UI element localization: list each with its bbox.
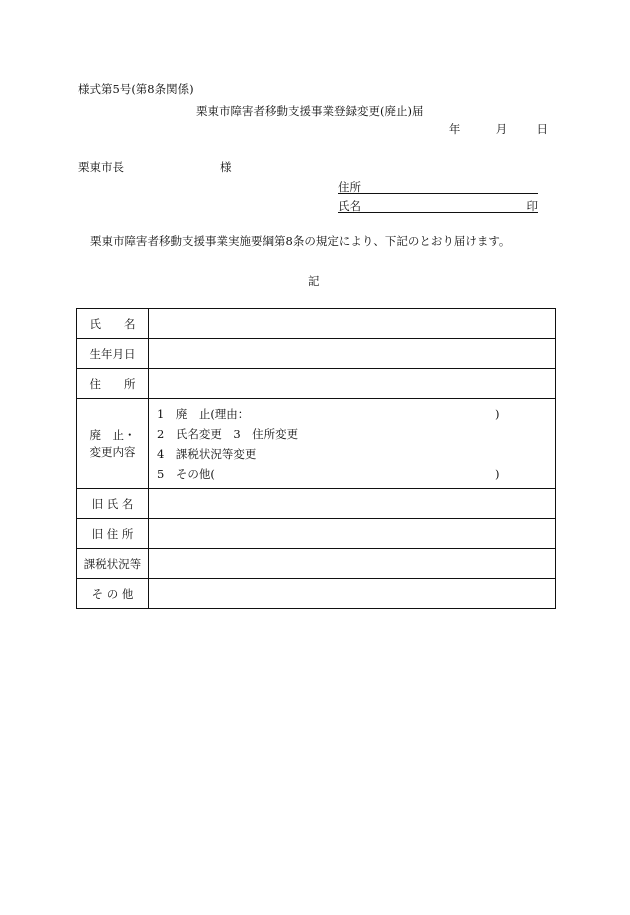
option-tax-change[interactable]: 4 課税状況等変更 — [157, 446, 257, 461]
option-abolish-close: ) — [495, 406, 500, 421]
date-day: 日 — [536, 122, 548, 136]
option-name-address-change[interactable]: 2 氏名変更 3 住所変更 — [157, 426, 299, 441]
date-month: 月 — [495, 122, 508, 136]
addressee-honorific: 様 — [220, 160, 232, 174]
form-number: 様式第5号(第8条関係) — [78, 82, 194, 96]
document-title: 栗東市障害者移動支援事業登録変更(廃止)届 — [196, 104, 424, 118]
other-label: そ の 他 — [77, 579, 149, 609]
old-address-label: 旧 住 所 — [77, 519, 149, 549]
birthdate-label: 生年月日 — [77, 339, 149, 369]
tax-status-field[interactable] — [149, 549, 556, 579]
applicant-address-line[interactable] — [338, 179, 538, 194]
address-field[interactable] — [149, 369, 556, 399]
table-row-tax-status — [77, 549, 556, 579]
addressee — [78, 162, 238, 174]
option-other-label: 5 その他( — [157, 466, 215, 481]
change-label — [77, 399, 149, 489]
change-label-line1: 廃 止・ — [89, 427, 136, 442]
old-address-field[interactable] — [149, 519, 556, 549]
old-name-label: 旧 氏 名 — [77, 489, 149, 519]
other-field[interactable] — [149, 579, 556, 609]
body-text: 栗東市障害者移動支援事業実施要綱第8条の規定により、下記のとおり届けます。 — [90, 234, 511, 248]
address-label: 住 所 — [77, 369, 149, 399]
ki-heading: 記 — [308, 274, 320, 288]
tax-status-label: 課税状況等 — [77, 549, 149, 579]
table-row-other — [77, 579, 556, 609]
option-abolish-label: 1 廃 止(理由： — [157, 406, 250, 421]
change-options[interactable] — [149, 399, 556, 489]
applicant-name-line[interactable] — [338, 198, 538, 213]
applicant-name-label: 氏名 — [338, 199, 361, 213]
change-label-line2: 変更内容 — [89, 444, 136, 459]
name-field[interactable] — [149, 309, 556, 339]
table-row-change — [77, 399, 556, 489]
option-abolish[interactable] — [149, 404, 555, 424]
table-row-name — [77, 309, 556, 339]
seal-mark: 印 — [526, 199, 538, 213]
addressee-name: 栗東市長 — [78, 160, 124, 174]
table-row-old-address — [77, 519, 556, 549]
birthdate-field[interactable] — [149, 339, 556, 369]
option-other-close: ) — [495, 466, 500, 481]
table-row-birthdate — [77, 339, 556, 369]
old-name-field[interactable] — [149, 489, 556, 519]
option-other[interactable] — [149, 464, 555, 484]
details-table — [76, 308, 556, 609]
date-line — [449, 124, 548, 136]
applicant-address-label: 住所 — [338, 180, 361, 194]
table-row-old-name — [77, 489, 556, 519]
name-label: 氏 名 — [77, 309, 149, 339]
date-year: 年 — [448, 122, 461, 136]
table-row-address — [77, 369, 556, 399]
